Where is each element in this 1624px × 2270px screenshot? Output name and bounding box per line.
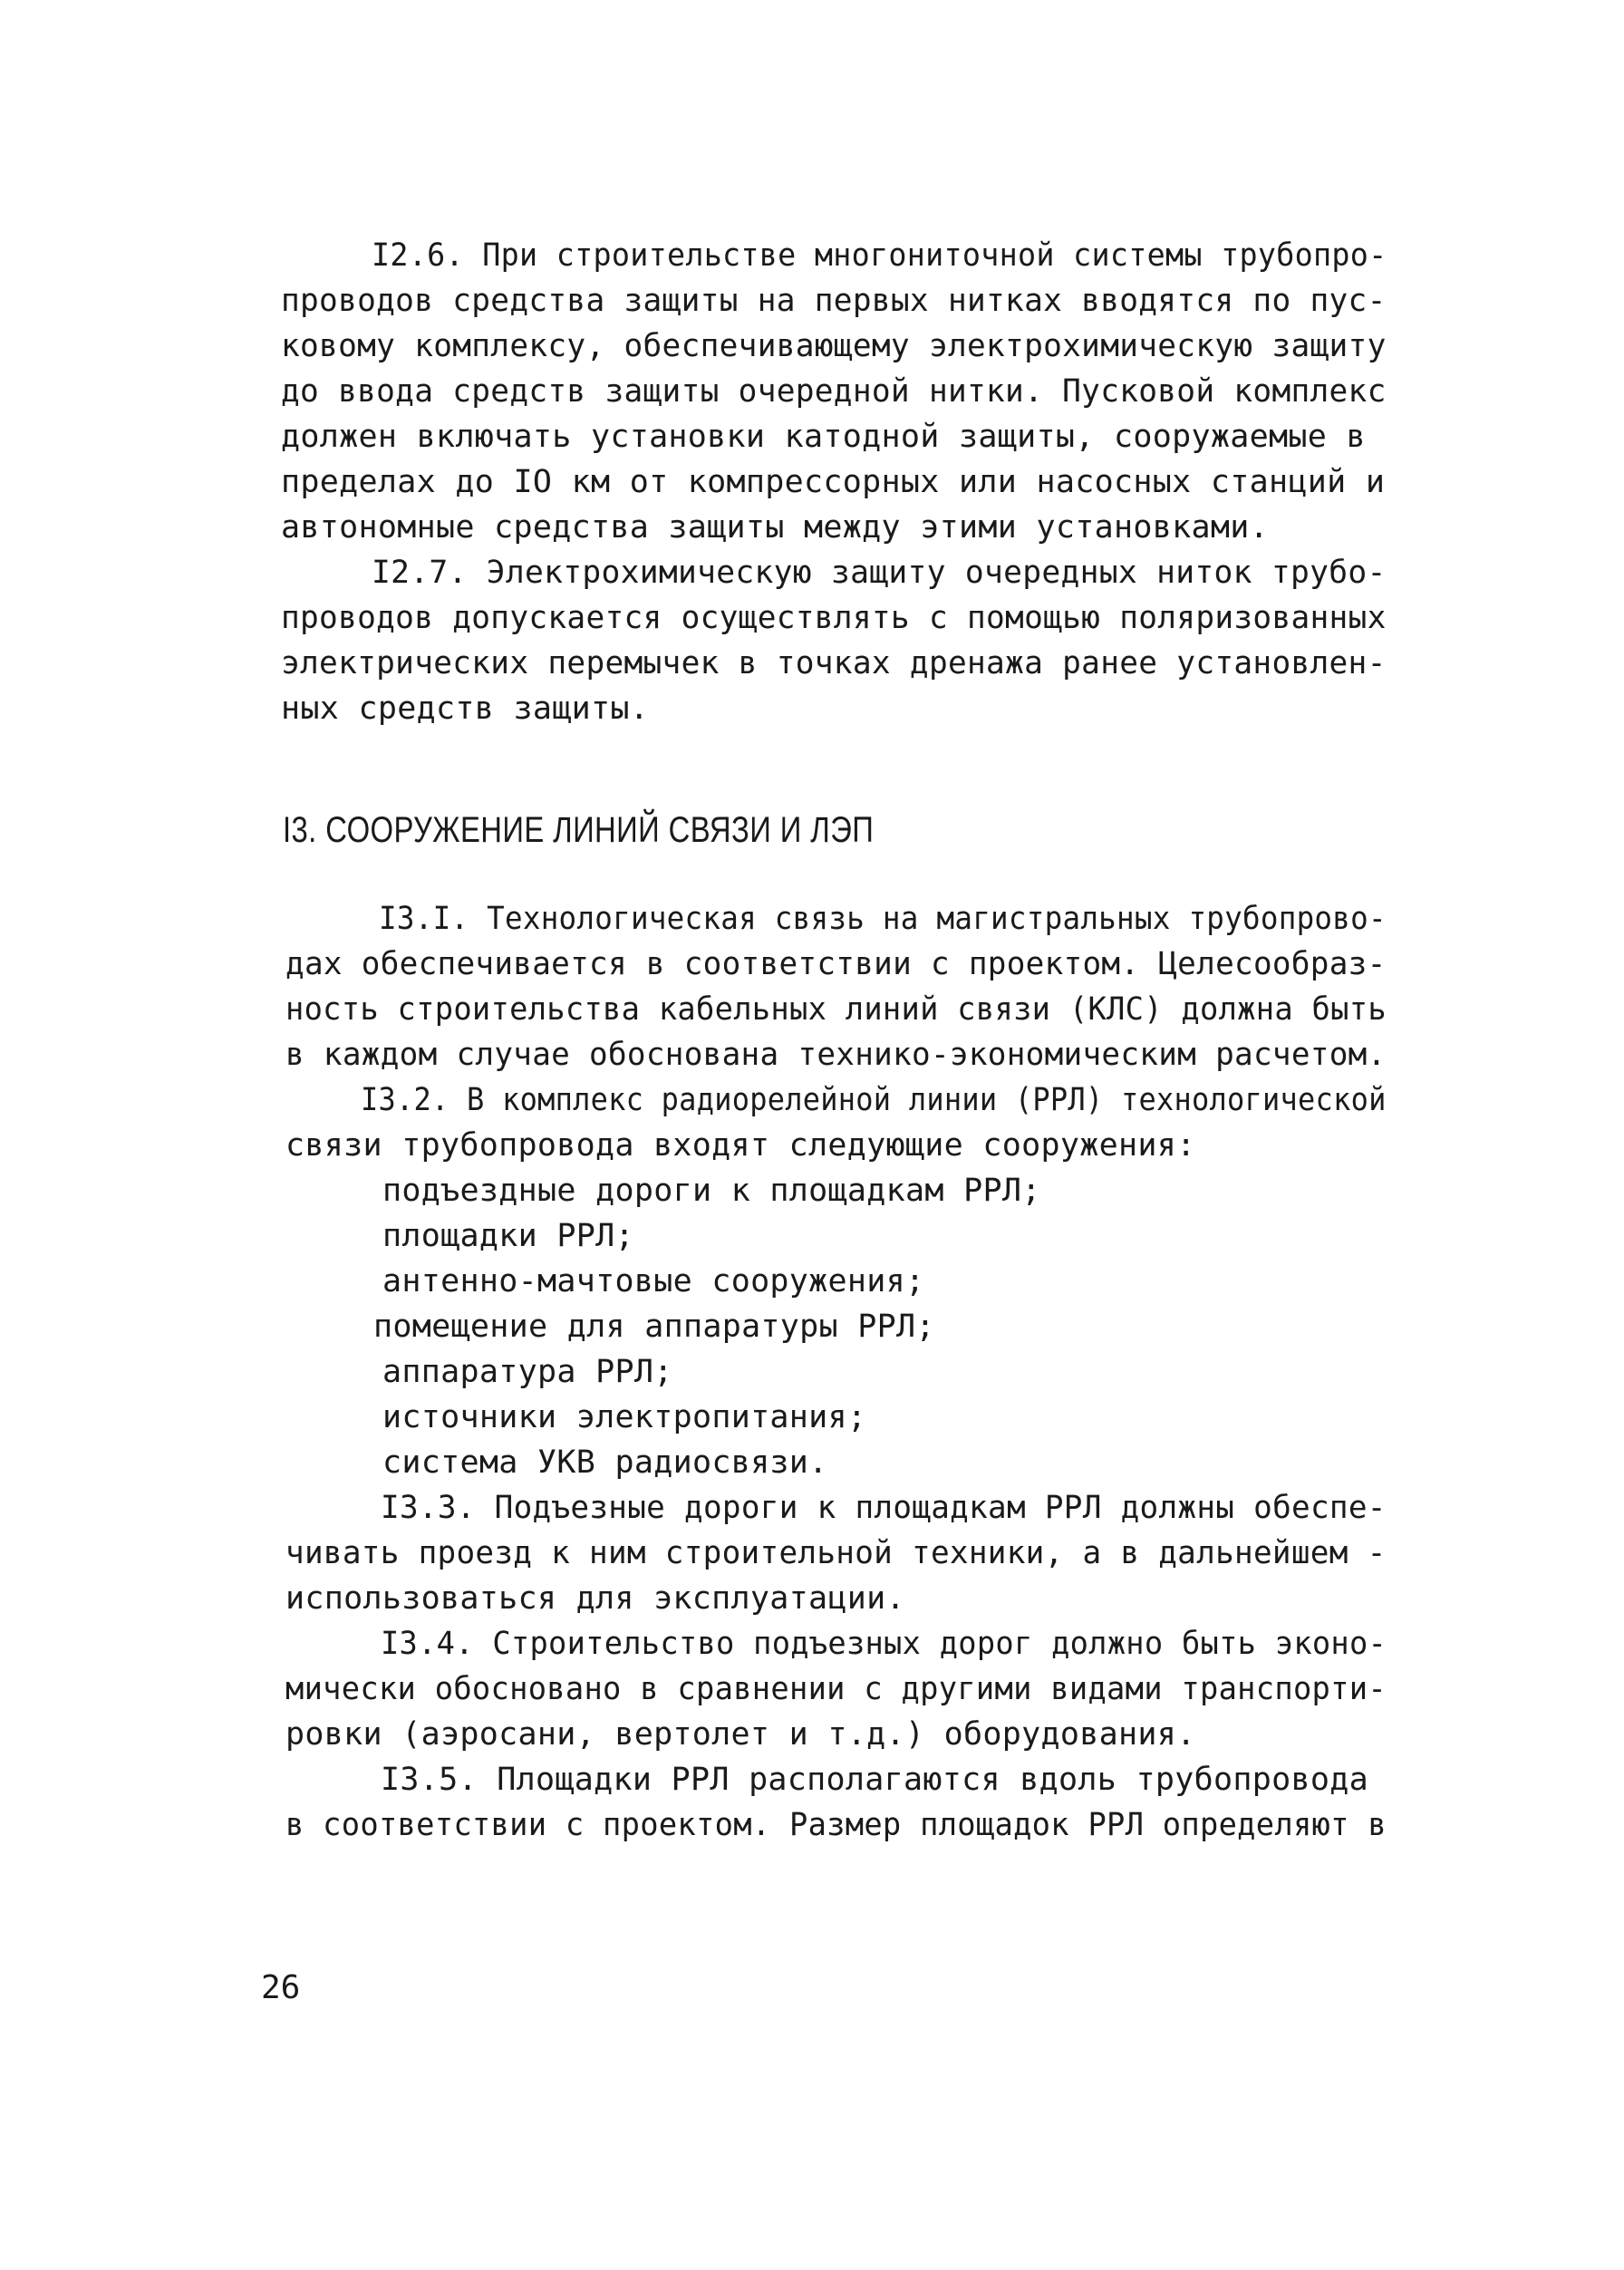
text-line: ковому комплексу, обеспечивающему электрохимическую защиту [281,328,1387,364]
list-item: площадки РРЛ; [382,1218,634,1254]
text-line: ность строительства кабельных линий связи (КЛС) должна быть [285,991,1387,1028]
text-line: I2.7. Электрохимическую защиту очередных ниток трубо- [372,555,1387,591]
text-line: в соответствии с проектом. Размер площадок РРЛ определяют в [285,1807,1387,1843]
text-line: использоваться для эксплуатации. [285,1580,905,1617]
text-line: проводов средства защиты на первых нитках вводятся по пус- [281,283,1387,319]
text-line: проводов допускается осуществлять с помощью поляризованных [281,600,1387,636]
text-line: до ввода средств защиты очередной нитки. Пусковой комплекс [281,373,1387,410]
list-item: антенно-мачтовые сооружения; [382,1263,925,1299]
list-item: источники электропитания; [382,1399,867,1435]
text-line: в каждом случае обоснована технико-экономическим расчетом. [285,1037,1387,1073]
text-line: ных средств защиты. [281,691,650,727]
text-line: электрических перемычек в точках дренажа ранее установлен- [281,645,1387,681]
text-line: I3.3. Подъезные дороги к площадкам РРЛ должны обеспе- [381,1490,1387,1526]
text-line: связи трубопровода входят следующие сооружения: [285,1127,1196,1164]
list-item: подъездные дороги к площадкам РРЛ; [382,1173,1041,1209]
text-line: автономные средства защиты между этими установками. [281,509,1269,546]
text-line: I3.I. Технологическая связь на магистральных трубопрово- [379,901,1387,937]
text-line: дах обеспечивается в соответствии с проектом. Целесообраз- [285,946,1387,982]
text-line: I3.5. Площадки РРЛ располагаются вдоль трубопровода [381,1762,1368,1798]
list-item: система УКВ радиосвязи. [382,1444,828,1481]
section-heading: I3. СООРУЖЕНИЕ ЛИНИЙ СВЯЗИ И ЛЭП [283,810,875,850]
text-line: I2.6. При строительстве многониточной системы трубопро- [372,237,1387,274]
text-line: должен включать установки катодной защиты, сооружаемые в [281,419,1366,455]
text-line: мически обосновано в сравнении с другими видами транспорти- [285,1671,1387,1707]
text-line: I3.2. В комплекс радиорелейной линии (РРЛ) технологической [361,1082,1387,1118]
list-item: помещение для аппаратуры РРЛ; [373,1309,935,1345]
page-number: 26 [261,1969,301,2006]
list-item: аппаратура РРЛ; [382,1354,673,1390]
text-line: ровки (аэросани, вертолет и т.д.) оборудования. [285,1716,1196,1753]
text-line: пределах до IO км от компрессорных или насосных станций и [281,464,1386,500]
text-line: I3.4. Строительство подъезных дорог должно быть эконо- [381,1626,1387,1662]
text-line: чивать проезд к ним строительной техники, а в дальнейшем - [285,1535,1387,1571]
